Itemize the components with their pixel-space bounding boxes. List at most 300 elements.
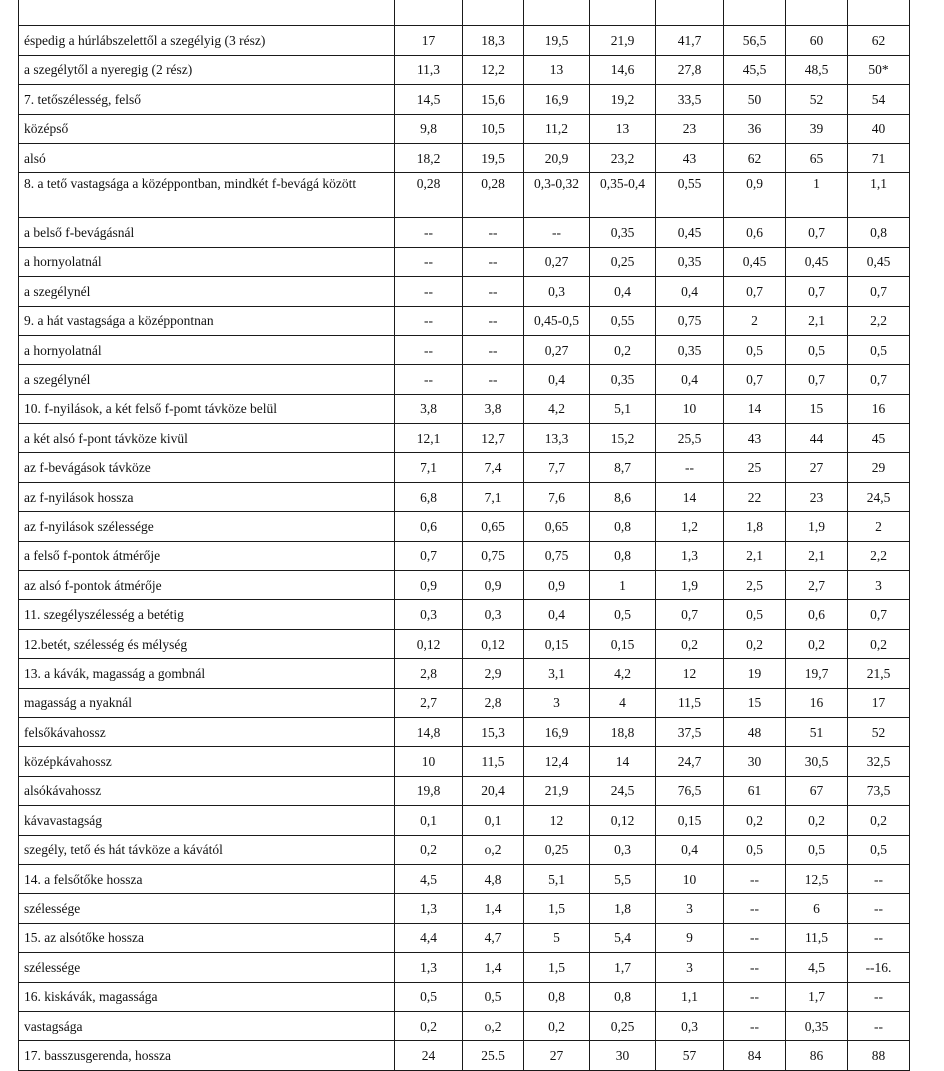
value-cell: 15,2: [590, 424, 656, 453]
value-cell: 8,7: [590, 453, 656, 482]
value-cell: 7,4: [463, 453, 524, 482]
value-cell: 25: [724, 453, 786, 482]
value-cell: 11,2: [524, 114, 590, 143]
value-cell: [590, 0, 656, 26]
value-cell: --: [463, 306, 524, 335]
value-cell: [524, 0, 590, 26]
row-label-cell: 16. kiskávák, magassága: [19, 982, 395, 1011]
value-cell: 0,8: [848, 218, 910, 247]
value-cell: 56,5: [724, 26, 786, 55]
value-cell: 8,6: [590, 482, 656, 511]
value-cell: o,2: [463, 1011, 524, 1040]
value-cell: 9: [656, 923, 724, 952]
table-row: [19, 717, 910, 746]
value-cell: 0,8: [590, 541, 656, 570]
value-cell: --: [395, 335, 463, 364]
value-cell: 12: [524, 806, 590, 835]
value-cell: 18,2: [395, 143, 463, 172]
value-cell: 65: [786, 143, 848, 172]
value-cell: 11,5: [786, 923, 848, 952]
value-cell: 0,2: [395, 835, 463, 864]
value-cell: 2,1: [786, 541, 848, 570]
value-cell: 16: [848, 394, 910, 423]
value-cell: 4: [590, 688, 656, 717]
value-cell: 0,55: [656, 173, 724, 218]
value-cell: 14,6: [590, 55, 656, 84]
value-cell: 48: [724, 717, 786, 746]
value-cell: 18,8: [590, 717, 656, 746]
value-cell: 19,5: [463, 143, 524, 172]
value-cell: 0,2: [395, 1011, 463, 1040]
value-cell: 0,3: [524, 277, 590, 306]
value-cell: 0,2: [656, 629, 724, 658]
table-row: [19, 143, 910, 172]
table-row: [19, 114, 910, 143]
value-cell: 14: [724, 394, 786, 423]
value-cell: 0,75: [524, 541, 590, 570]
table-row: [19, 806, 910, 835]
value-cell: 1: [590, 571, 656, 600]
value-cell: 0,2: [524, 1011, 590, 1040]
value-cell: 0,12: [463, 629, 524, 658]
value-cell: 24,5: [590, 776, 656, 805]
row-label-cell: a felső f-pontok átmérője: [19, 541, 395, 570]
value-cell: --: [463, 365, 524, 394]
value-cell: 27: [786, 453, 848, 482]
value-cell: 1,4: [463, 894, 524, 923]
row-label-cell: [19, 0, 395, 26]
value-cell: 15,6: [463, 85, 524, 114]
value-cell: 0,28: [395, 173, 463, 218]
value-cell: 2: [724, 306, 786, 335]
value-cell: --: [724, 923, 786, 952]
value-cell: 0,7: [848, 277, 910, 306]
value-cell: 54: [848, 85, 910, 114]
table-row: [19, 306, 910, 335]
row-label-cell: a hornyolatnál: [19, 335, 395, 364]
value-cell: 6: [786, 894, 848, 923]
value-cell: 30,5: [786, 747, 848, 776]
value-cell: 0,25: [524, 835, 590, 864]
value-cell: 76,5: [656, 776, 724, 805]
value-cell: 0,3: [590, 835, 656, 864]
value-cell: 6,8: [395, 482, 463, 511]
row-label-cell: a két alsó f-pont távköze kivül: [19, 424, 395, 453]
value-cell: 0,45: [786, 247, 848, 276]
value-cell: 2,2: [848, 306, 910, 335]
value-cell: 1: [786, 173, 848, 218]
value-cell: 0,65: [463, 512, 524, 541]
value-cell: 0,7: [848, 365, 910, 394]
value-cell: 0,6: [395, 512, 463, 541]
value-cell: 0,2: [724, 806, 786, 835]
table-row: [19, 659, 910, 688]
value-cell: 0,45: [656, 218, 724, 247]
value-cell: --: [395, 218, 463, 247]
value-cell: 7,6: [524, 482, 590, 511]
value-cell: 0,7: [724, 277, 786, 306]
value-cell: 10: [656, 394, 724, 423]
value-cell: 0,15: [656, 806, 724, 835]
value-cell: 0,5: [724, 335, 786, 364]
value-cell: 1,3: [395, 894, 463, 923]
value-cell: 27: [524, 1041, 590, 1070]
value-cell: 13: [590, 114, 656, 143]
row-label-cell: 13. a kávák, magasság a gombnál: [19, 659, 395, 688]
measurements-table: [18, 0, 910, 1071]
value-cell: 21,5: [848, 659, 910, 688]
value-cell: 0,65: [524, 512, 590, 541]
value-cell: 48,5: [786, 55, 848, 84]
value-cell: --16.: [848, 953, 910, 982]
row-label-cell: 10. f-nyilások, a két felső f-pomt távköze belül: [19, 394, 395, 423]
value-cell: 4,2: [524, 394, 590, 423]
row-label-cell: az f-nyilások szélessége: [19, 512, 395, 541]
value-cell: 0,8: [590, 512, 656, 541]
value-cell: 39: [786, 114, 848, 143]
value-cell: o,2: [463, 835, 524, 864]
value-cell: 15: [724, 688, 786, 717]
value-cell: 51: [786, 717, 848, 746]
value-cell: 3: [524, 688, 590, 717]
value-cell: 5,4: [590, 923, 656, 952]
value-cell: 1,3: [395, 953, 463, 982]
table-row: [19, 953, 910, 982]
table-row: [19, 541, 910, 570]
table-row: [19, 923, 910, 952]
value-cell: 10: [656, 864, 724, 893]
row-label-cell: középkávahossz: [19, 747, 395, 776]
row-label-cell: középső: [19, 114, 395, 143]
value-cell: 25.5: [463, 1041, 524, 1070]
table-row: [19, 688, 910, 717]
value-cell: 1,3: [656, 541, 724, 570]
value-cell: 2,8: [463, 688, 524, 717]
value-cell: --: [848, 1011, 910, 1040]
value-cell: 0,9: [524, 571, 590, 600]
value-cell: 0,27: [524, 335, 590, 364]
value-cell: 3,1: [524, 659, 590, 688]
value-cell: 3,8: [463, 394, 524, 423]
value-cell: 50: [724, 85, 786, 114]
value-cell: 0,7: [395, 541, 463, 570]
value-cell: 84: [724, 1041, 786, 1070]
value-cell: 5,1: [524, 864, 590, 893]
table-row: [19, 85, 910, 114]
row-label-cell: az alsó f-pontok átmérője: [19, 571, 395, 600]
table-row: [19, 1041, 910, 1070]
value-cell: 12,1: [395, 424, 463, 453]
value-cell: 0,9: [724, 173, 786, 218]
value-cell: 0,6: [786, 600, 848, 629]
value-cell: 0,45: [848, 247, 910, 276]
row-label-cell: 8. a tető vastagsága a középpontban, mindkét f-bevágá között: [19, 173, 395, 218]
value-cell: 2,8: [395, 659, 463, 688]
value-cell: 0,5: [786, 835, 848, 864]
value-cell: 0,75: [656, 306, 724, 335]
row-label-cell: szélessége: [19, 894, 395, 923]
value-cell: 1,9: [786, 512, 848, 541]
value-cell: 0,4: [656, 365, 724, 394]
value-cell: 0,4: [524, 600, 590, 629]
value-cell: --: [395, 365, 463, 394]
value-cell: [724, 0, 786, 26]
value-cell: 0,75: [463, 541, 524, 570]
table-row: [19, 277, 910, 306]
value-cell: 17: [395, 26, 463, 55]
value-cell: 0,45: [724, 247, 786, 276]
value-cell: 86: [786, 1041, 848, 1070]
value-cell: 1,8: [590, 894, 656, 923]
value-cell: 4,5: [395, 864, 463, 893]
value-cell: 41,7: [656, 26, 724, 55]
value-cell: 40: [848, 114, 910, 143]
table-row: [19, 55, 910, 84]
value-cell: --: [848, 894, 910, 923]
value-cell: 12,4: [524, 747, 590, 776]
value-cell: 21,9: [524, 776, 590, 805]
value-cell: 5,1: [590, 394, 656, 423]
value-cell: --: [724, 894, 786, 923]
value-cell: 0,7: [786, 218, 848, 247]
table-row: [19, 835, 910, 864]
value-cell: 11,5: [463, 747, 524, 776]
value-cell: 16: [786, 688, 848, 717]
value-cell: 43: [656, 143, 724, 172]
value-cell: 29: [848, 453, 910, 482]
value-cell: --: [848, 982, 910, 1011]
table-row: [19, 0, 910, 26]
value-cell: 7,1: [395, 453, 463, 482]
value-cell: 73,5: [848, 776, 910, 805]
value-cell: 24,5: [848, 482, 910, 511]
row-label-cell: 11. szegélyszélesség a betétig: [19, 600, 395, 629]
row-label-cell: a szegélynél: [19, 365, 395, 394]
value-cell: 12,5: [786, 864, 848, 893]
value-cell: 4,2: [590, 659, 656, 688]
value-cell: 7,7: [524, 453, 590, 482]
value-cell: 67: [786, 776, 848, 805]
value-cell: 3: [848, 571, 910, 600]
row-label-cell: 9. a hát vastagsága a középpontnan: [19, 306, 395, 335]
row-label-cell: a belső f-bevágásnál: [19, 218, 395, 247]
value-cell: 1,1: [656, 982, 724, 1011]
value-cell: 50*: [848, 55, 910, 84]
value-cell: 0,12: [590, 806, 656, 835]
row-label-cell: alsó: [19, 143, 395, 172]
value-cell: 0,2: [848, 629, 910, 658]
value-cell: 0,27: [524, 247, 590, 276]
value-cell: 19,8: [395, 776, 463, 805]
value-cell: 1,1: [848, 173, 910, 218]
table-row: [19, 894, 910, 923]
value-cell: 23,2: [590, 143, 656, 172]
value-cell: 23: [786, 482, 848, 511]
row-label-cell: alsókávahossz: [19, 776, 395, 805]
value-cell: --: [524, 218, 590, 247]
row-label-cell: 14. a felsőtőke hossza: [19, 864, 395, 893]
table-row: [19, 982, 910, 1011]
table-row: [19, 600, 910, 629]
value-cell: 52: [786, 85, 848, 114]
row-label-cell: a szegélynél: [19, 277, 395, 306]
value-cell: 14: [590, 747, 656, 776]
value-cell: 1,5: [524, 894, 590, 923]
value-cell: 23: [656, 114, 724, 143]
value-cell: 4,7: [463, 923, 524, 952]
table-row: [19, 571, 910, 600]
value-cell: 0,7: [786, 365, 848, 394]
value-cell: 57: [656, 1041, 724, 1070]
value-cell: [463, 0, 524, 26]
value-cell: --: [724, 982, 786, 1011]
value-cell: 0,5: [786, 335, 848, 364]
value-cell: 15: [786, 394, 848, 423]
value-cell: --: [463, 218, 524, 247]
value-cell: 27,8: [656, 55, 724, 84]
value-cell: 0,1: [395, 806, 463, 835]
value-cell: 2,1: [786, 306, 848, 335]
value-cell: --: [848, 864, 910, 893]
value-cell: 30: [590, 1041, 656, 1070]
value-cell: 52: [848, 717, 910, 746]
value-cell: 12,2: [463, 55, 524, 84]
value-cell: 22: [724, 482, 786, 511]
table-row: [19, 512, 910, 541]
value-cell: 2,1: [724, 541, 786, 570]
value-cell: 0,7: [848, 600, 910, 629]
row-label-cell: a hornyolatnál: [19, 247, 395, 276]
value-cell: 11,5: [656, 688, 724, 717]
value-cell: 21,9: [590, 26, 656, 55]
value-cell: 1,7: [786, 982, 848, 1011]
value-cell: 43: [724, 424, 786, 453]
value-cell: 0,5: [848, 335, 910, 364]
value-cell: 19,5: [524, 26, 590, 55]
table-row: [19, 864, 910, 893]
value-cell: 0,9: [463, 571, 524, 600]
row-label-cell: magasság a nyaknál: [19, 688, 395, 717]
value-cell: 2: [848, 512, 910, 541]
value-cell: 24: [395, 1041, 463, 1070]
value-cell: 71: [848, 143, 910, 172]
value-cell: 0,3: [656, 1011, 724, 1040]
value-cell: 0,2: [848, 806, 910, 835]
value-cell: 0,3: [463, 600, 524, 629]
table-row: [19, 173, 910, 218]
value-cell: 9,8: [395, 114, 463, 143]
value-cell: --: [848, 923, 910, 952]
value-cell: 0,8: [590, 982, 656, 1011]
table-row: [19, 424, 910, 453]
value-cell: 3,8: [395, 394, 463, 423]
row-label-cell: éspedig a húrlábszelettől a szegélyig (3 rész): [19, 26, 395, 55]
table-row: [19, 453, 910, 482]
measurements-table-body: [19, 0, 910, 1070]
value-cell: 19: [724, 659, 786, 688]
value-cell: 13,3: [524, 424, 590, 453]
value-cell: 0,1: [463, 806, 524, 835]
value-cell: 24,7: [656, 747, 724, 776]
value-cell: 0,4: [524, 365, 590, 394]
value-cell: 61: [724, 776, 786, 805]
value-cell: 1,8: [724, 512, 786, 541]
value-cell: 30: [724, 747, 786, 776]
value-cell: 0,12: [395, 629, 463, 658]
value-cell: 1,2: [656, 512, 724, 541]
table-row: [19, 1011, 910, 1040]
value-cell: 0,5: [848, 835, 910, 864]
table-row: [19, 776, 910, 805]
row-label-cell: az f-nyilások hossza: [19, 482, 395, 511]
value-cell: --: [724, 864, 786, 893]
value-cell: 4,4: [395, 923, 463, 952]
row-label-cell: szélessége: [19, 953, 395, 982]
row-label-cell: vastagsága: [19, 1011, 395, 1040]
value-cell: 20,9: [524, 143, 590, 172]
value-cell: 3: [656, 953, 724, 982]
table-row: [19, 482, 910, 511]
value-cell: 13: [524, 55, 590, 84]
value-cell: 0,55: [590, 306, 656, 335]
value-cell: [786, 0, 848, 26]
value-cell: 33,5: [656, 85, 724, 114]
value-cell: 0,35: [656, 335, 724, 364]
value-cell: 2,5: [724, 571, 786, 600]
value-cell: 0,9: [395, 571, 463, 600]
value-cell: 2,7: [786, 571, 848, 600]
value-cell: 16,9: [524, 85, 590, 114]
value-cell: 62: [848, 26, 910, 55]
value-cell: 0,4: [656, 277, 724, 306]
value-cell: 0,15: [524, 629, 590, 658]
value-cell: [848, 0, 910, 26]
value-cell: 18,3: [463, 26, 524, 55]
value-cell: 0,45-0,5: [524, 306, 590, 335]
table-row: [19, 247, 910, 276]
value-cell: 0,35-0,4: [590, 173, 656, 218]
value-cell: 25,5: [656, 424, 724, 453]
row-label-cell: kávavastagság: [19, 806, 395, 835]
row-label-cell: 15. az alsótőke hossza: [19, 923, 395, 952]
value-cell: 0,2: [590, 335, 656, 364]
value-cell: 1,9: [656, 571, 724, 600]
value-cell: 0,2: [724, 629, 786, 658]
value-cell: 16,9: [524, 717, 590, 746]
table-row: [19, 747, 910, 776]
value-cell: 14,8: [395, 717, 463, 746]
value-cell: 62: [724, 143, 786, 172]
table-row: [19, 218, 910, 247]
value-cell: 0,5: [724, 835, 786, 864]
value-cell: 0,5: [724, 600, 786, 629]
value-cell: 0,6: [724, 218, 786, 247]
value-cell: 20,4: [463, 776, 524, 805]
value-cell: 0,35: [656, 247, 724, 276]
value-cell: 60: [786, 26, 848, 55]
value-cell: 14: [656, 482, 724, 511]
value-cell: 7,1: [463, 482, 524, 511]
value-cell: 37,5: [656, 717, 724, 746]
value-cell: --: [724, 1011, 786, 1040]
value-cell: 2,2: [848, 541, 910, 570]
value-cell: 88: [848, 1041, 910, 1070]
value-cell: 0,35: [590, 365, 656, 394]
value-cell: 0,5: [590, 600, 656, 629]
value-cell: 44: [786, 424, 848, 453]
row-label-cell: a szegélytől a nyeregig (2 rész): [19, 55, 395, 84]
row-label-cell: 12.betét, szélesség és mélység: [19, 629, 395, 658]
